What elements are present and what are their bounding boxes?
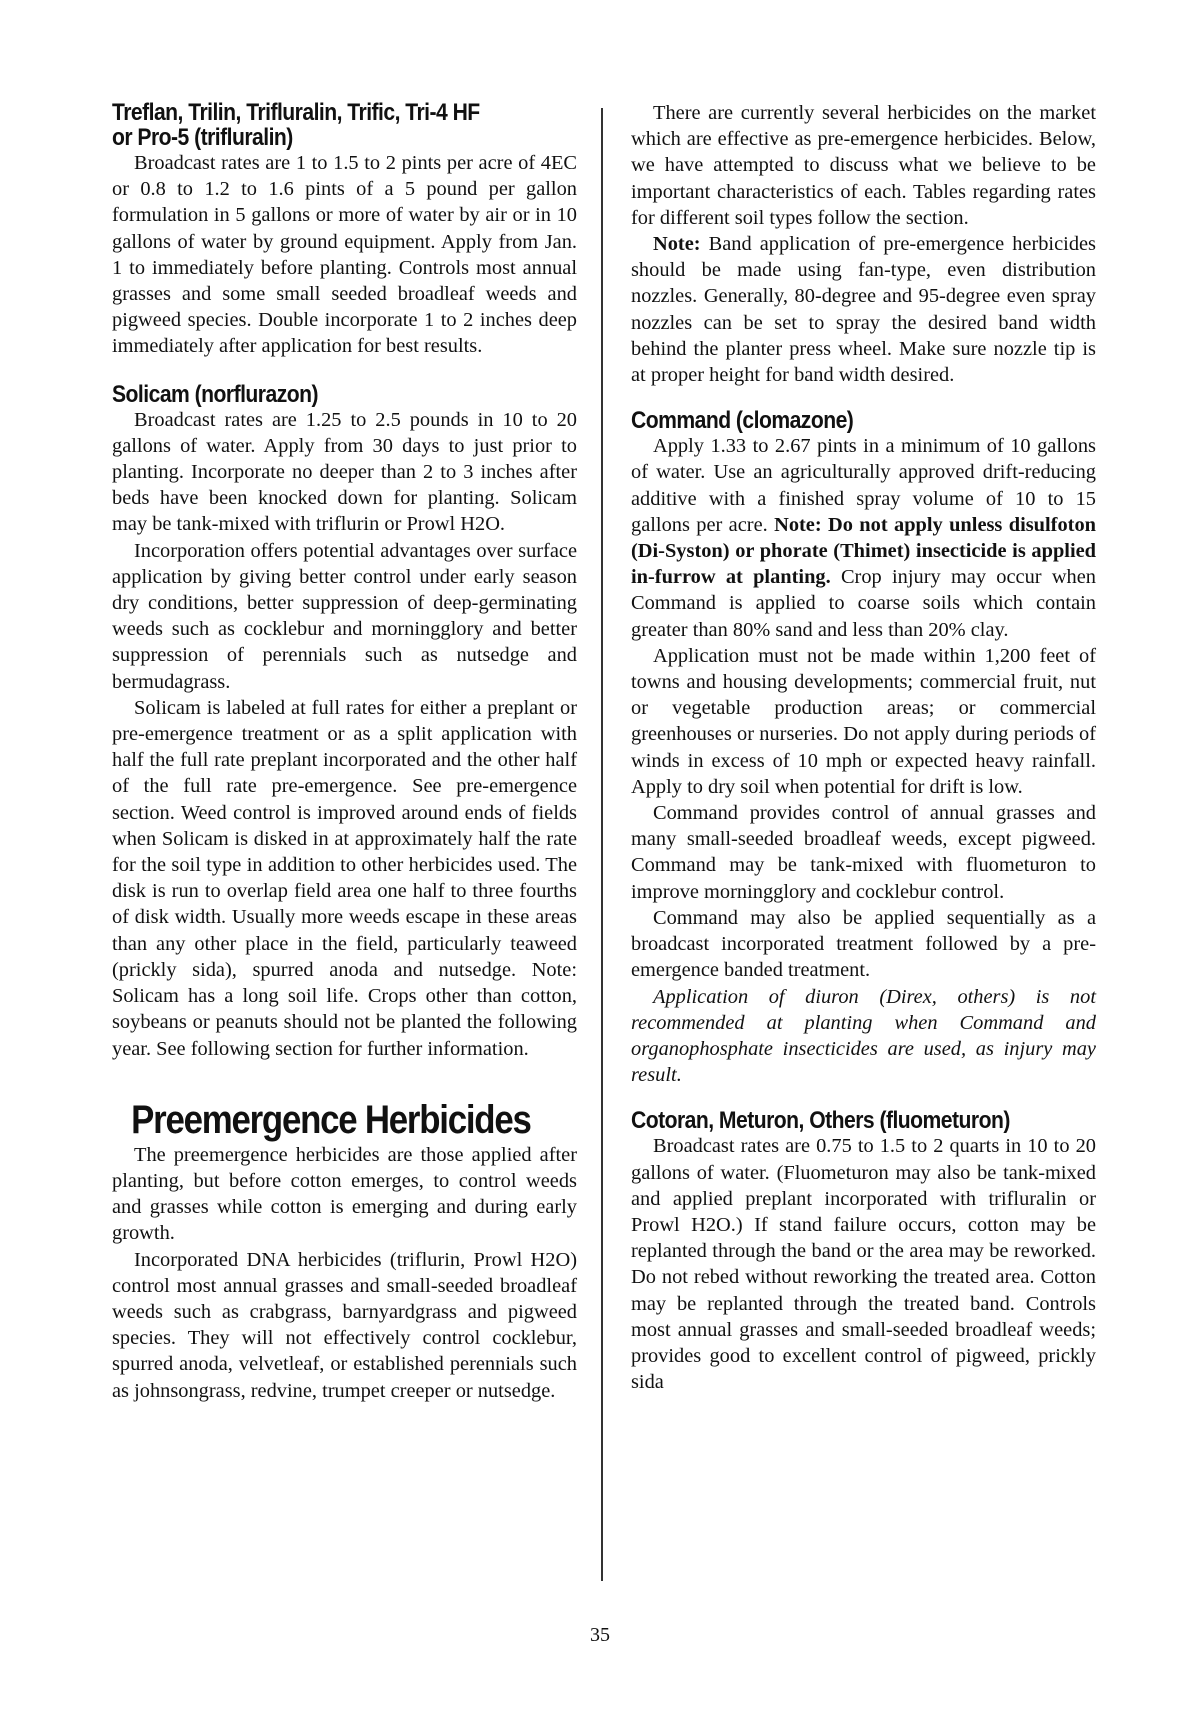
solicam-paragraph-2: Incorporation offers potential advantages over surface application by giving better control under early season dry conditions, better suppression of deep-germinating weeds such as cocklebur and morningglory and better suppression of perennials such as nutsedge and bermudagrass. [112, 539, 577, 693]
left-column [112, 100, 577, 1404]
solicam-heading: Solicam (norflurazon) [112, 380, 319, 408]
command-paragraph-5-italic: Application of diuron (Direx, others) is not recommended at planting when Command and organophosphate insecticides are used, as injury may result. [631, 985, 1096, 1087]
preemergence-section [112, 1098, 577, 1404]
command-section [631, 408, 1096, 1088]
note-paragraph [631, 231, 1096, 388]
command-paragraph-1 [631, 433, 1096, 643]
note-text: Band application of pre-emergence herbicides should be made using fan-type, even distribution nozzles. Generally, 80-degree and 95-degree even spray nozzles can be set to spray the desired band width behind the planter press wheel. Make sure nozzle tip is at proper height for band width desired. [631, 233, 1096, 387]
solicam-paragraph-3: Solicam is labeled at full rates for either a preplant or pre-emergence treatment or as a split application with half the full rate preplant incorporated and the other half of the full rate pre-emergence. See pre-emergence section. Weed control is improved around ends of fields when Solicam is disked in at approximately half the rate for the soil type in addition to other herbicides used. The disk is run to overlap field area one half to three fourths of disk width. Usually more weeds escape in these areas than any other place in the field, particularly teaweed (prickly sida), spurred anoda and nutsedge. Note: Solicam has a long soil life. Crops other than cotton, soybeans or peanuts should not be planted the following year. See following section for further information. [112, 696, 577, 1060]
column-divider [601, 108, 603, 1581]
cotoran-section [631, 1108, 1096, 1395]
preemergence-paragraph-2: Incorporated DNA herbicides (triflurin, Prowl H2O) control most annual grasses and small-seeded broadleaf weeds such as crabgrass, barnyardgrass and pigweed species. They will not effectively control cocklebur, spurred anoda, velvetleaf, or established perennials such as johnsongrass, redvine, trumpet creeper or nutsedge. [112, 1248, 577, 1402]
preemergence-heading: Preemergence Herbicides [131, 1097, 531, 1142]
cotoran-paragraph: Broadcast rates are 0.75 to 1.5 to 2 quarts in 10 to 20 gallons of water. (Fluometuron may also be tank-mixed and applied preplant incorporated with trifluralin or Prowl H2O.) If stand failure occurs, cotton may be replanted through the band or the area may be reworked. Do not rebed without reworking the treated area. Cotton may be replanted through the treated band. Controls most annual grasses and small-seeded broadleaf weeds; provides good to excellent control of pigweed, prickly sida [631, 1135, 1096, 1394]
preemergence-paragraph-1: The preemergence herbicides are those applied after planting, but before cotton emerges, to control weeds and grasses while cotton is emerging and during early growth. [112, 1143, 577, 1245]
command-p1-bold-note: Note: Do not apply unless disulfoton (Di-Syston) or phorate (Thimet) insecticide is applied in-furrow at planting. [631, 513, 1096, 589]
intro-section [631, 100, 1096, 388]
note-label: Note: [653, 233, 701, 256]
treflan-section [112, 100, 577, 360]
solicam-paragraph-1: Broadcast rates are 1.25 to 2.5 pounds in 10 to 20 gallons of water. Apply from 30 days to just prior to planting. Incorporate no deeper than 2 to 3 inches after beds have been knocked down for planting. Solicam may be tank-mixed with triflurin or Prowl H2O. [112, 408, 577, 536]
treflan-heading-line1: Treflan, Trilin, Trifluralin, Trific, Tri-4 HF [112, 99, 480, 126]
intro-paragraph: There are currently several herbicides on the market which are effective as pre-emergence herbicides. Below, we have attempted to discuss what we believe to be important characteristics of each. Tables regarding rates for different soil types follow the section. [631, 102, 1096, 229]
command-heading: Command (clomazone) [631, 407, 854, 435]
page-number: 35 [590, 1624, 610, 1646]
solicam-section [112, 382, 577, 1062]
treflan-heading-line2: or Pro-5 (trifluralin) [112, 124, 293, 151]
command-paragraph-3: Command provides control of annual grasses and many small-seeded broadleaf weeds, except pigweed. Command may be tank-mixed with fluometuron to improve morningglory and cocklebur control. [631, 802, 1096, 903]
command-p1-end: Crop injury may occur when Command is applied to coarse soils which contain greater than 80% sand and less than 20% clay. [631, 566, 1097, 641]
command-paragraph-2: Application must not be made within 1,200 feet of towns and housing developments; commercial fruit, nut or vegetable production areas; or commercial greenhouses or nurseries. Do not apply during periods of winds in excess of 10 mph or expected heavy rainfall. Apply to dry soil when potential for drift is low. [631, 644, 1096, 798]
treflan-paragraph: Broadcast rates are 1 to 1.5 to 2 pints per acre of 4EC or 0.8 to 1.2 to 1.6 pints of a 5 pound per gallon formulation in 5 gallons or more of water by air or in 10 gallons of water by ground equipment. Apply from Jan. 1 to immediately before planting. Controls most annual grasses and some small seeded broadleaf weeds and pigweed species. Double incorporate 1 to 2 inches deep immediately after application for best results. [112, 152, 577, 358]
right-column [631, 100, 1096, 1395]
command-p1-start: Apply 1.33 to 2.67 pints in a minimum of 10 gallons of water. Use an agriculturally approved drift-reducing additive with a finished spray volume of 10 to 15 gallons per acre. [631, 435, 1096, 536]
command-paragraph-4: Command may also be applied sequentially as a broadcast incorporated treatment followed by a pre-emergence banded treatment. [631, 906, 1096, 982]
cotoran-heading: Cotoran, Meturon, Others (fluometuron) [631, 1107, 1010, 1135]
